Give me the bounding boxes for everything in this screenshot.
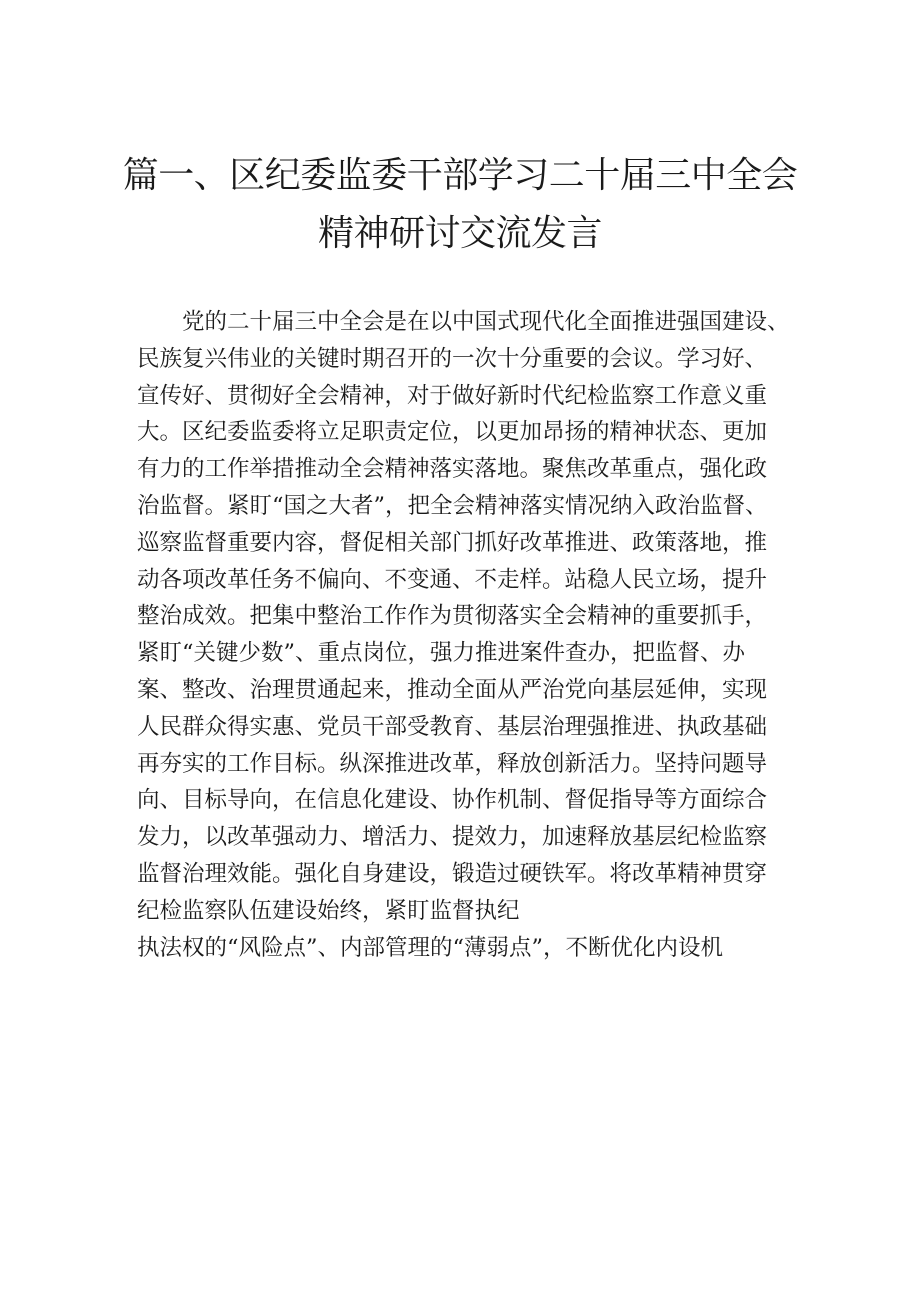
body-line: 发力，以改革强动力、增活力、提效力，加速释放基层纪检监察	[137, 824, 768, 851]
body-line: 党的二十届三中全会是在以中国式现代化全面推进强国建设、	[137, 309, 790, 335]
body-line: 动各项改革任务不偏向、不变通、不走样。站稳人民立场，提升	[137, 566, 768, 593]
body-line: 整治成效。把集中整治工作作为贯彻落实全会精神的重要抓手，	[137, 603, 768, 630]
body-line: 巡察监督重要内容，督促相关部门抓好改革推进、政策落地，推	[137, 529, 768, 556]
body-line: 大。区纪委监委将立足职责定位，以更加昂扬的精神状态、更加	[137, 419, 768, 446]
document-title	[0, 147, 920, 263]
body-line: 纪检监察队伍建设始终，紧盯监督执纪	[137, 897, 520, 924]
title-line-1: 篇一、区纪委监委干部学习二十届三中全会	[122, 155, 798, 196]
body-line: 案、整改、治理贯通起来，推动全面从严治党向基层延伸，实现	[137, 676, 768, 703]
body-line: 民族复兴伟业的关键时期召开的一次十分重要的会议。学习好、	[137, 345, 768, 372]
body-line: 再夯实的工作目标。纵深推进改革，释放创新活力。坚持问题导	[137, 750, 768, 777]
body-line: 有力的工作举措推动全会精神落实落地。聚焦改革重点，强化政	[137, 456, 768, 483]
body-line: 紧盯“关键少数”、重点岗位，强力推进案件查办，把监督、办	[137, 640, 746, 667]
title-line-2: 精神研讨交流发言	[317, 213, 602, 254]
body-line: 监督治理效能。强化自身建设，锻造过硬铁军。将改革精神贯穿	[137, 860, 768, 887]
body-line: 向、目标导向，在信息化建设、协作机制、督促指导等方面综合	[137, 787, 768, 814]
body-paragraph	[137, 304, 797, 966]
body-line: 宣传好、贯彻好全会精神，对于做好新时代纪检监察工作意义重	[137, 382, 768, 409]
body-line: 治监督。紧盯“国之大者”，把全会精神落实情况纳入政治监督、	[137, 492, 768, 519]
body-line: 执法权的“风险点”、内部管理的“薄弱点”，不断优化内设机	[137, 934, 724, 961]
body-line: 人民群众得实惠、党员干部受教育、基层治理强推进、执政基础	[137, 713, 768, 740]
